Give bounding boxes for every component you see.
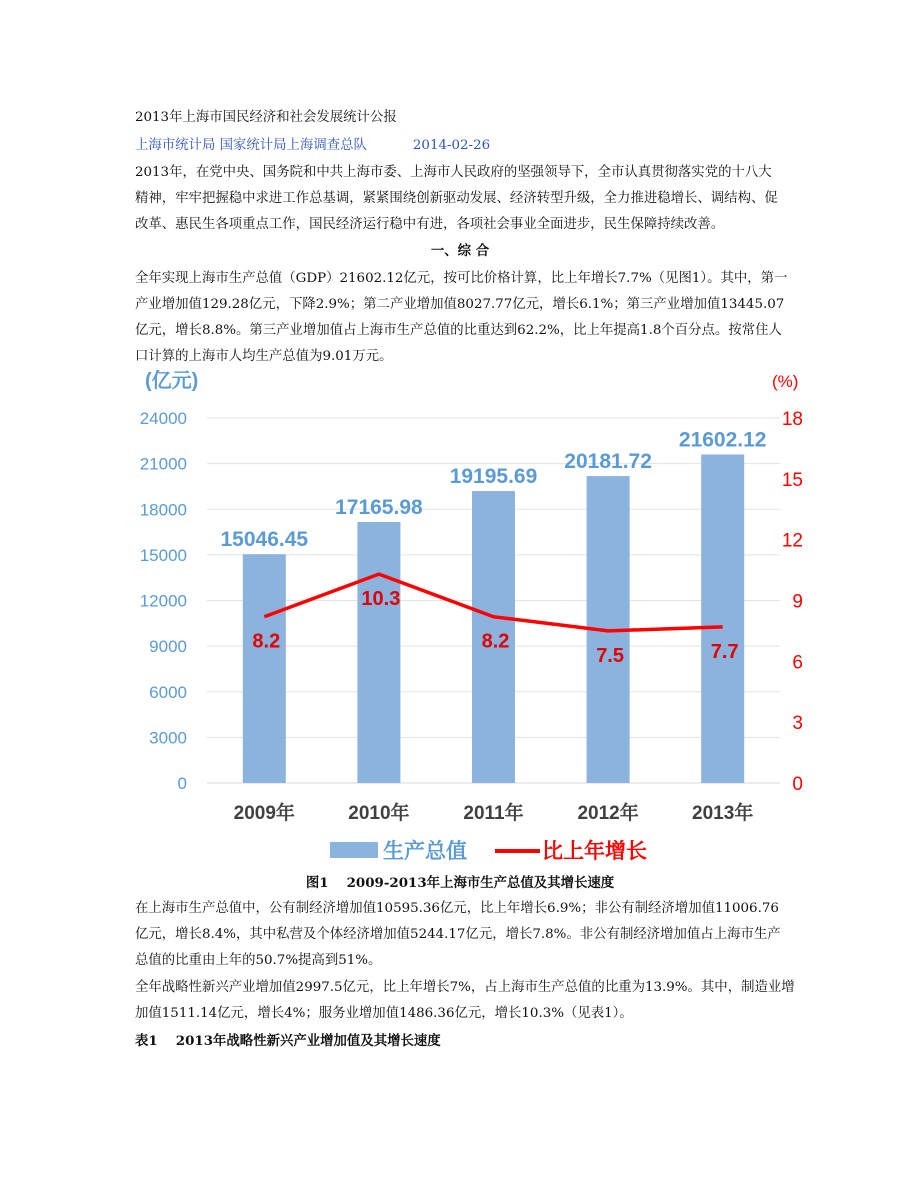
left-tick-label: 6000 <box>149 682 187 702</box>
x-tick-label: 2012年 <box>577 803 639 824</box>
x-axis-labels <box>234 801 754 824</box>
left-tick-label: 3000 <box>149 728 187 748</box>
report-title: 2013年上海市国民经济和社会发展统计公报 <box>135 110 397 125</box>
report-source: 上海市统计局 国家统计局上海调查总队 <box>135 138 367 153</box>
legend-bar-label: 生产总值 <box>383 840 467 863</box>
gdp-bar-label: 19195.69 <box>449 465 538 489</box>
chart-legend <box>330 839 647 863</box>
gdp-bar-label: 21602.12 <box>678 428 767 452</box>
right-tick-label: 0 <box>792 774 803 795</box>
x-tick-label: 2013年 <box>692 803 754 824</box>
x-tick-label: 2009年 <box>233 803 295 824</box>
left-axis-label: (亿元) <box>145 370 199 392</box>
left-tick-label: 15000 <box>139 545 187 565</box>
right-tick-label: 6 <box>792 652 803 674</box>
paragraph-line: 全年战略性新兴产业增加值2997.5亿元，比上年增长7%，占上海市生产总值的比重为13.9%。其中，制造业增 <box>135 980 795 995</box>
paragraph-line: 在上海市生产总值中，公有制经济增加值10595.36亿元，比上年增长6.9%；非公有制经济增加值11006.76 <box>135 901 779 916</box>
right-tick-label: 18 <box>781 409 803 430</box>
paragraph-line: 加值1511.14亿元，增长4%；服务业增加值1486.36亿元，增长10.3%（见表1）。 <box>135 1006 633 1021</box>
right-axis-label: (%) <box>772 372 799 391</box>
right-tick-label: 12 <box>781 530 803 552</box>
gdp-bar <box>357 522 400 783</box>
paragraph-line: 产业增加值129.28亿元，下降2.9%；第二产业增加值8027.77亿元，增长6.1%；第三产业增加值13445.07 <box>135 297 785 312</box>
figure-caption: 图1 2009-2013年上海市生产总值及其增长速度 <box>305 875 615 891</box>
x-tick-label: 2010年 <box>348 803 410 824</box>
right-tick-label: 3 <box>792 713 803 735</box>
growth-label: 7.5 <box>596 644 625 667</box>
paragraph-line: 亿元，增长8.8%。第三产业增加值占上海市生产总值的比重达到62.2%，比上年提高1.8个百分点。按常住人 <box>135 323 782 338</box>
report-source-line <box>135 134 490 153</box>
paragraph-line: 口计算的上海市人均生产总值为9.01万元。 <box>135 349 393 364</box>
paragraph-line: 全年实现上海市生产总值（GDP）21602.12亿元，按可比价格计算，比上年增长7.7%（见图1）。其中，第一 <box>135 271 788 286</box>
gdp-chart <box>135 365 815 875</box>
gdp-bar <box>243 554 286 783</box>
growth-label: 8.2 <box>481 630 510 653</box>
left-tick-label: 0 <box>177 774 187 793</box>
growth-label: 7.7 <box>710 640 739 663</box>
bar-series <box>243 454 744 783</box>
growth-label: 8.2 <box>252 630 281 653</box>
growth-label: 10.3 <box>361 588 401 611</box>
paragraph-line: 总值的比重由上年的50.7%提高到51%。 <box>135 953 382 968</box>
intro-line: 改革、惠民生各项重点工作，国民经济运行稳中有进，各项社会事业全面进步，民生保障持续改善。 <box>135 217 725 232</box>
legend-bar-swatch <box>330 842 378 858</box>
x-tick-label: 2011年 <box>463 803 524 824</box>
gdp-bar-label: 17165.98 <box>335 495 423 519</box>
paragraph-line: 亿元，增长8.4%，其中私营及个体经济增加值5244.17亿元，增长7.8%。非公有制经济增加值占上海市生产 <box>135 927 781 942</box>
report-date: 2014-02-26 <box>412 138 491 153</box>
left-axis-ticks <box>140 409 187 793</box>
right-tick-label: 15 <box>781 469 803 491</box>
right-tick-label: 9 <box>792 591 803 613</box>
gdp-bar <box>701 454 744 783</box>
intro-line: 2013年，在党中央、国务院和中共上海市委、上海市人民政府的坚强领导下，全市认真贯彻落实党的十八大 <box>135 165 772 180</box>
gdp-bar-label: 15046.45 <box>220 528 309 552</box>
gdp-bar-label: 20181.72 <box>564 450 652 474</box>
legend-line-label: 比上年增长 <box>542 840 647 863</box>
intro-line: 精神，牢牢把握稳中求进工作总基调，紧紧围绕创新驱动发展、经济转型升级，全力推进稳增长、调结构、促 <box>135 191 778 206</box>
left-tick-label: 18000 <box>139 500 187 520</box>
left-tick-label: 24000 <box>139 409 187 428</box>
right-axis-ticks <box>782 409 803 795</box>
left-tick-label: 21000 <box>139 454 187 474</box>
left-tick-label: 12000 <box>139 591 187 611</box>
left-tick-label: 9000 <box>149 637 187 657</box>
table-caption: 表1 2013年战略性新兴产业增加值及其增长速度 <box>135 1033 441 1049</box>
section-heading: 一、综 合 <box>430 243 490 259</box>
